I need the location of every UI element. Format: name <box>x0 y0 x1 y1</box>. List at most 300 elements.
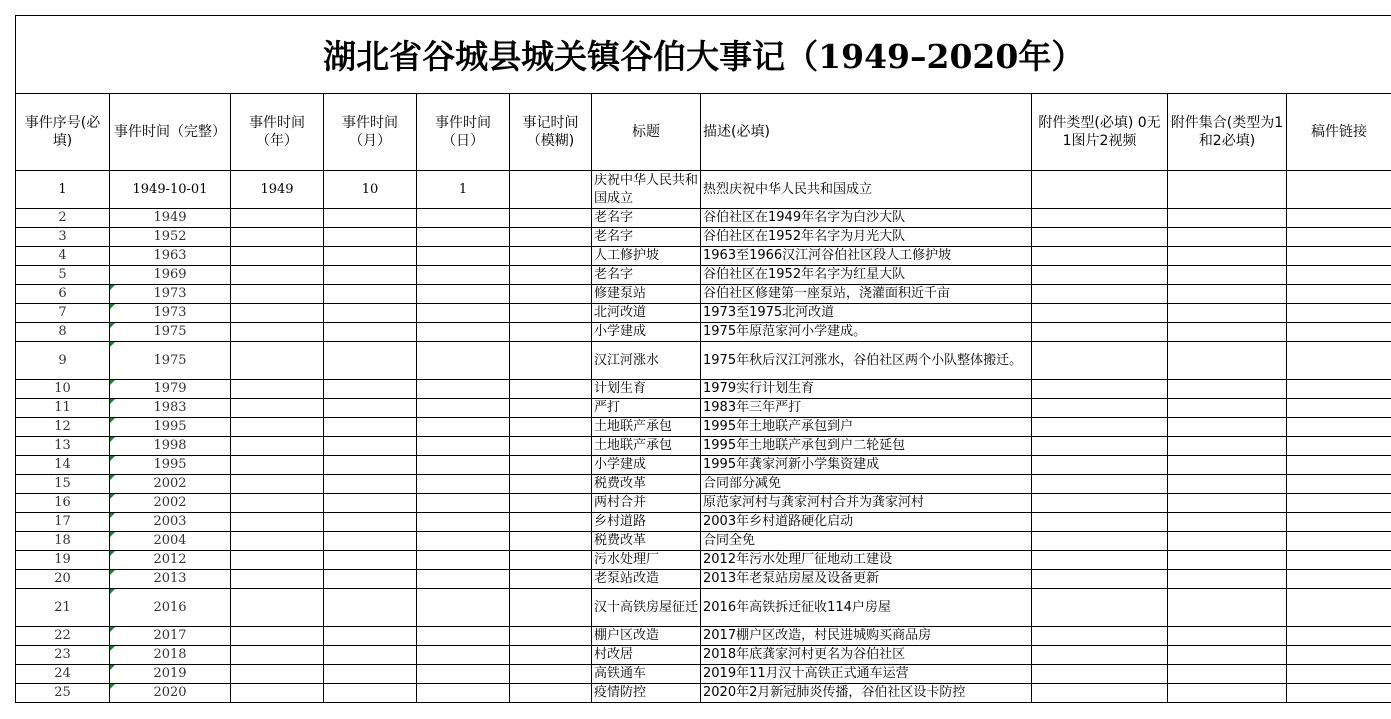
cell-year[interactable]: 1949 <box>231 171 324 209</box>
cell-atype[interactable] <box>1032 247 1168 266</box>
cell-aset[interactable] <box>1168 646 1287 665</box>
cell-day[interactable] <box>417 551 510 570</box>
cell-day[interactable] <box>417 285 510 304</box>
cell-date[interactable]: 1973 <box>110 304 231 323</box>
cell-aset[interactable] <box>1168 342 1287 380</box>
cell-aset[interactable] <box>1168 266 1287 285</box>
cell-year[interactable] <box>231 418 324 437</box>
cell-date[interactable]: 1952 <box>110 228 231 247</box>
cell-link[interactable] <box>1287 532 1391 551</box>
cell-day[interactable] <box>417 304 510 323</box>
cell-id[interactable]: 16 <box>16 494 110 513</box>
cell-month[interactable] <box>324 532 417 551</box>
cell-date[interactable]: 2002 <box>110 494 231 513</box>
cell-atype[interactable] <box>1032 589 1168 627</box>
cell-desc[interactable]: 1983年三年严打 <box>701 399 1032 418</box>
cell-month[interactable] <box>324 570 417 589</box>
cell-fuzzy[interactable] <box>510 513 592 532</box>
table-row <box>16 380 1391 399</box>
header-cell[interactable]: 事件时间（月） <box>324 94 417 171</box>
cell-day[interactable] <box>417 456 510 475</box>
cell-year[interactable] <box>231 399 324 418</box>
cell-year[interactable] <box>231 532 324 551</box>
cell-fuzzy[interactable] <box>510 627 592 646</box>
cell-title[interactable]: 税费改革 <box>592 475 701 494</box>
cell-date[interactable]: 2012 <box>110 551 231 570</box>
cell-day[interactable] <box>417 475 510 494</box>
cell-fuzzy[interactable] <box>510 665 592 684</box>
cell-id[interactable]: 3 <box>16 228 110 247</box>
cell-month[interactable] <box>324 551 417 570</box>
cell-title[interactable]: 老名字 <box>592 266 701 285</box>
cell-day[interactable] <box>417 247 510 266</box>
cell-fuzzy[interactable] <box>510 494 592 513</box>
cell-link[interactable] <box>1287 684 1391 703</box>
cell-aset[interactable] <box>1168 570 1287 589</box>
cell-atype[interactable] <box>1032 532 1168 551</box>
cell-day[interactable] <box>417 323 510 342</box>
cell-atype[interactable] <box>1032 627 1168 646</box>
cell-desc[interactable]: 谷伯社区在1952年名字为红星大队 <box>701 266 1032 285</box>
cell-desc[interactable]: 1963至1966汉江河谷伯社区段人工修护坡 <box>701 247 1032 266</box>
cell-link[interactable] <box>1287 209 1391 228</box>
table-row <box>16 532 1391 551</box>
cell-id[interactable]: 18 <box>16 532 110 551</box>
cell-month[interactable] <box>324 247 417 266</box>
cell-fuzzy[interactable] <box>510 209 592 228</box>
cell-link[interactable] <box>1287 285 1391 304</box>
cell-desc[interactable]: 2020年2月新冠肺炎传播，谷伯社区设卡防控 <box>701 684 1032 703</box>
cell-month[interactable] <box>324 456 417 475</box>
cell-id[interactable]: 12 <box>16 418 110 437</box>
cell-date[interactable]: 2019 <box>110 665 231 684</box>
header-cell[interactable]: 描述(必填) <box>701 94 1032 171</box>
cell-date[interactable]: 1995 <box>110 418 231 437</box>
header-cell[interactable]: 稿件链接 <box>1287 94 1391 171</box>
cell-year[interactable] <box>231 684 324 703</box>
cell-atype[interactable] <box>1032 266 1168 285</box>
cell-date[interactable]: 2017 <box>110 627 231 646</box>
cell-link[interactable] <box>1287 228 1391 247</box>
cell-id[interactable]: 21 <box>16 589 110 627</box>
cell-month[interactable] <box>324 209 417 228</box>
cell-atype[interactable] <box>1032 285 1168 304</box>
cell-date[interactable]: 2004 <box>110 532 231 551</box>
cell-month[interactable]: 10 <box>324 171 417 209</box>
cell-fuzzy[interactable] <box>510 456 592 475</box>
cell-date[interactable]: 1973 <box>110 285 231 304</box>
cell-id[interactable]: 6 <box>16 285 110 304</box>
cell-title[interactable]: 土地联产承包 <box>592 437 701 456</box>
table-row <box>16 665 1391 684</box>
cell-aset[interactable] <box>1168 475 1287 494</box>
cell-year[interactable] <box>231 266 324 285</box>
cell-month[interactable] <box>324 342 417 380</box>
table-row <box>16 456 1391 475</box>
cell-desc[interactable]: 热烈庆祝中华人民共和国成立 <box>701 171 1032 209</box>
cell-link[interactable] <box>1287 266 1391 285</box>
cell-title[interactable]: 汉江河涨水 <box>592 342 701 380</box>
header-cell[interactable]: 标题 <box>592 94 701 171</box>
cell-year[interactable] <box>231 627 324 646</box>
cell-aset[interactable] <box>1168 513 1287 532</box>
cell-aset[interactable] <box>1168 323 1287 342</box>
cell-date[interactable]: 1979 <box>110 380 231 399</box>
cell-desc[interactable]: 原范家河村与龚家河村合并为龚家河村 <box>701 494 1032 513</box>
cell-date[interactable]: 2020 <box>110 684 231 703</box>
cell-fuzzy[interactable] <box>510 247 592 266</box>
header-cell[interactable]: 事件时间（完整） <box>110 94 231 171</box>
cell-fuzzy[interactable] <box>510 266 592 285</box>
cell-desc[interactable]: 合同全免 <box>701 532 1032 551</box>
cell-date[interactable]: 1969 <box>110 266 231 285</box>
cell-atype[interactable] <box>1032 399 1168 418</box>
cell-id[interactable]: 25 <box>16 684 110 703</box>
cell-day[interactable] <box>417 399 510 418</box>
cell-year[interactable] <box>231 437 324 456</box>
cell-id[interactable]: 7 <box>16 304 110 323</box>
cell-day[interactable] <box>417 684 510 703</box>
cell-id[interactable]: 19 <box>16 551 110 570</box>
cell-atype[interactable] <box>1032 665 1168 684</box>
cell-month[interactable] <box>324 266 417 285</box>
cell-atype[interactable] <box>1032 209 1168 228</box>
cell-id[interactable]: 20 <box>16 570 110 589</box>
cell-aset[interactable] <box>1168 399 1287 418</box>
cell-desc[interactable]: 1979实行计划生育 <box>701 380 1032 399</box>
cell-day[interactable] <box>417 570 510 589</box>
cell-month[interactable] <box>324 323 417 342</box>
cell-aset[interactable] <box>1168 456 1287 475</box>
cell-date[interactable]: 1975 <box>110 342 231 380</box>
cell-fuzzy[interactable] <box>510 285 592 304</box>
header-cell[interactable]: 事件时间（年） <box>231 94 324 171</box>
cell-year[interactable] <box>231 456 324 475</box>
cell-atype[interactable] <box>1032 342 1168 380</box>
header-cell[interactable]: 事记时间（模糊) <box>510 94 592 171</box>
cell-year[interactable] <box>231 570 324 589</box>
cell-title[interactable]: 污水处理厂 <box>592 551 701 570</box>
cell-link[interactable] <box>1287 551 1391 570</box>
cell-aset[interactable] <box>1168 684 1287 703</box>
cell-month[interactable] <box>324 589 417 627</box>
cell-link[interactable] <box>1287 304 1391 323</box>
cell-id[interactable]: 9 <box>16 342 110 380</box>
cell-id[interactable]: 10 <box>16 380 110 399</box>
cell-date[interactable]: 1975 <box>110 323 231 342</box>
cell-id[interactable]: 4 <box>16 247 110 266</box>
cell-aset[interactable] <box>1168 589 1287 627</box>
sheet-title[interactable]: 湖北省谷城县城关镇谷伯大事记（1949–2020年） <box>16 16 1391 94</box>
table-row <box>16 627 1391 646</box>
table-row <box>16 551 1391 570</box>
cell-date[interactable]: 1949-10-01 <box>110 171 231 209</box>
cell-year[interactable] <box>231 475 324 494</box>
cell-month[interactable] <box>324 627 417 646</box>
cell-atype[interactable] <box>1032 228 1168 247</box>
cell-link[interactable] <box>1287 589 1391 627</box>
cell-desc[interactable]: 谷伯社区在1949年名字为白沙大队 <box>701 209 1032 228</box>
cell-id[interactable]: 13 <box>16 437 110 456</box>
cell-date[interactable]: 1983 <box>110 399 231 418</box>
cell-desc[interactable]: 2003年乡村道路硬化启动 <box>701 513 1032 532</box>
cell-month[interactable] <box>324 684 417 703</box>
cell-title[interactable]: 老名字 <box>592 228 701 247</box>
cell-day[interactable] <box>417 513 510 532</box>
cell-link[interactable] <box>1287 437 1391 456</box>
cell-aset[interactable] <box>1168 551 1287 570</box>
cell-atype[interactable] <box>1032 646 1168 665</box>
cell-year[interactable] <box>231 247 324 266</box>
cell-desc[interactable]: 2012年污水处理厂征地动工建设 <box>701 551 1032 570</box>
cell-day[interactable] <box>417 342 510 380</box>
cell-day[interactable] <box>417 266 510 285</box>
cell-date[interactable]: 2002 <box>110 475 231 494</box>
cell-fuzzy[interactable] <box>510 646 592 665</box>
cell-title[interactable]: 老泵站改造 <box>592 570 701 589</box>
cell-desc[interactable]: 谷伯社区在1952年名字为月光大队 <box>701 228 1032 247</box>
cell-desc[interactable]: 2018年底龚家河村更名为谷伯社区 <box>701 646 1032 665</box>
cell-year[interactable] <box>231 589 324 627</box>
cell-link[interactable] <box>1287 247 1391 266</box>
cell-title[interactable]: 棚户区改造 <box>592 627 701 646</box>
cell-fuzzy[interactable] <box>510 475 592 494</box>
cell-year[interactable] <box>231 551 324 570</box>
cell-day[interactable] <box>417 228 510 247</box>
cell-aset[interactable] <box>1168 380 1287 399</box>
table-row <box>16 323 1391 342</box>
table-row <box>16 513 1391 532</box>
cell-fuzzy[interactable] <box>510 228 592 247</box>
cell-atype[interactable] <box>1032 304 1168 323</box>
cell-title[interactable]: 老名字 <box>592 209 701 228</box>
cell-day[interactable] <box>417 532 510 551</box>
cell-id[interactable]: 22 <box>16 627 110 646</box>
cell-link[interactable] <box>1287 399 1391 418</box>
table-row <box>16 494 1391 513</box>
cell-title[interactable]: 庆祝中华人民共和国成立 <box>592 171 701 209</box>
cell-id[interactable]: 15 <box>16 475 110 494</box>
cell-desc[interactable]: 2013年老泵站房屋及设备更新 <box>701 570 1032 589</box>
cell-month[interactable] <box>324 304 417 323</box>
cell-day[interactable] <box>417 494 510 513</box>
cell-fuzzy[interactable] <box>510 380 592 399</box>
cell-desc[interactable]: 2016年高铁拆迁征收114户房屋 <box>701 589 1032 627</box>
cell-desc[interactable]: 谷伯社区修建第一座泵站，浇灌面积近千亩 <box>701 285 1032 304</box>
cell-id[interactable]: 24 <box>16 665 110 684</box>
cell-title[interactable]: 两村合并 <box>592 494 701 513</box>
cell-day[interactable] <box>417 437 510 456</box>
cell-aset[interactable] <box>1168 209 1287 228</box>
cell-title[interactable]: 税费改革 <box>592 532 701 551</box>
cell-link[interactable] <box>1287 171 1391 209</box>
cell-year[interactable] <box>231 323 324 342</box>
cell-fuzzy[interactable] <box>510 684 592 703</box>
cell-month[interactable] <box>324 437 417 456</box>
cell-id[interactable]: 8 <box>16 323 110 342</box>
cell-month[interactable] <box>324 399 417 418</box>
cell-id[interactable]: 1 <box>16 171 110 209</box>
cell-year[interactable] <box>231 285 324 304</box>
cell-link[interactable] <box>1287 475 1391 494</box>
cell-year[interactable] <box>231 342 324 380</box>
cell-aset[interactable] <box>1168 665 1287 684</box>
cell-year[interactable] <box>231 380 324 399</box>
cell-date[interactable]: 1949 <box>110 209 231 228</box>
cell-fuzzy[interactable] <box>510 342 592 380</box>
cell-atype[interactable] <box>1032 475 1168 494</box>
cell-aset[interactable] <box>1168 285 1287 304</box>
cell-fuzzy[interactable] <box>510 570 592 589</box>
cell-atype[interactable] <box>1032 456 1168 475</box>
cell-year[interactable] <box>231 228 324 247</box>
cell-title[interactable]: 小学建成 <box>592 323 701 342</box>
cell-title[interactable]: 修建泵站 <box>592 285 701 304</box>
cell-id[interactable]: 11 <box>16 399 110 418</box>
cell-year[interactable] <box>231 513 324 532</box>
cell-date[interactable]: 1963 <box>110 247 231 266</box>
cell-id[interactable]: 5 <box>16 266 110 285</box>
table-row <box>16 171 1391 209</box>
cell-link[interactable] <box>1287 570 1391 589</box>
cell-atype[interactable] <box>1032 494 1168 513</box>
cell-date[interactable]: 2003 <box>110 513 231 532</box>
cell-date[interactable]: 1998 <box>110 437 231 456</box>
header-cell[interactable]: 事件序号(必填) <box>16 94 110 171</box>
cell-day[interactable] <box>417 646 510 665</box>
cell-year[interactable] <box>231 665 324 684</box>
cell-day[interactable] <box>417 665 510 684</box>
cell-desc[interactable]: 1995年龚家河新小学集资建成 <box>701 456 1032 475</box>
cell-desc[interactable]: 2019年11月汉十高铁正式通车运营 <box>701 665 1032 684</box>
cell-month[interactable] <box>324 418 417 437</box>
cell-fuzzy[interactable] <box>510 589 592 627</box>
table-row <box>16 589 1391 627</box>
cell-day[interactable] <box>417 209 510 228</box>
cell-link[interactable] <box>1287 627 1391 646</box>
cell-link[interactable] <box>1287 380 1391 399</box>
cell-desc[interactable]: 1975年秋后汉江河涨水，谷伯社区两个小队整体搬迁。 <box>701 342 1032 380</box>
cell-aset[interactable] <box>1168 228 1287 247</box>
cell-title[interactable]: 小学建成 <box>592 456 701 475</box>
cell-link[interactable] <box>1287 342 1391 380</box>
cell-desc[interactable]: 1995年土地联产承包到户 <box>701 418 1032 437</box>
cell-link[interactable] <box>1287 494 1391 513</box>
cell-id[interactable]: 17 <box>16 513 110 532</box>
cell-month[interactable] <box>324 285 417 304</box>
cell-link[interactable] <box>1287 418 1391 437</box>
cell-fuzzy[interactable] <box>510 418 592 437</box>
header-cell[interactable]: 附件类型(必填) 0无1图片2视频 <box>1032 94 1168 171</box>
cell-atype[interactable] <box>1032 418 1168 437</box>
cell-atype[interactable] <box>1032 380 1168 399</box>
cell-aset[interactable] <box>1168 418 1287 437</box>
cell-link[interactable] <box>1287 323 1391 342</box>
cell-aset[interactable] <box>1168 171 1287 209</box>
cell-desc[interactable]: 1973至1975北河改道 <box>701 304 1032 323</box>
cell-id[interactable]: 23 <box>16 646 110 665</box>
table-row <box>16 437 1391 456</box>
cell-month[interactable] <box>324 646 417 665</box>
cell-aset[interactable] <box>1168 437 1287 456</box>
cell-fuzzy[interactable] <box>510 437 592 456</box>
cell-link[interactable] <box>1287 456 1391 475</box>
cell-title[interactable]: 严打 <box>592 399 701 418</box>
cell-date[interactable]: 2016 <box>110 589 231 627</box>
cell-date[interactable]: 1995 <box>110 456 231 475</box>
cell-year[interactable] <box>231 304 324 323</box>
cell-aset[interactable] <box>1168 247 1287 266</box>
cell-link[interactable] <box>1287 513 1391 532</box>
header-cell[interactable]: 附件集合(类型为1和2必填) <box>1168 94 1287 171</box>
cell-day[interactable] <box>417 589 510 627</box>
cell-id[interactable]: 2 <box>16 209 110 228</box>
cell-desc[interactable]: 1975年原范家河小学建成。 <box>701 323 1032 342</box>
cell-fuzzy[interactable] <box>510 551 592 570</box>
cell-aset[interactable] <box>1168 532 1287 551</box>
cell-fuzzy[interactable] <box>510 304 592 323</box>
cell-title[interactable]: 高铁通车 <box>592 665 701 684</box>
cell-day[interactable] <box>417 418 510 437</box>
cell-year[interactable] <box>231 646 324 665</box>
cell-title[interactable]: 村改居 <box>592 646 701 665</box>
cell-atype[interactable] <box>1032 684 1168 703</box>
cell-title[interactable]: 疫情防控 <box>592 684 701 703</box>
cell-month[interactable] <box>324 380 417 399</box>
cell-atype[interactable] <box>1032 437 1168 456</box>
cell-title[interactable]: 土地联产承包 <box>592 418 701 437</box>
cell-fuzzy[interactable] <box>510 532 592 551</box>
cell-year[interactable] <box>231 494 324 513</box>
cell-year[interactable] <box>231 209 324 228</box>
cell-id[interactable]: 14 <box>16 456 110 475</box>
cell-day[interactable] <box>417 380 510 399</box>
cell-month[interactable] <box>324 228 417 247</box>
cell-aset[interactable] <box>1168 304 1287 323</box>
cell-fuzzy[interactable] <box>510 171 592 209</box>
cell-atype[interactable] <box>1032 323 1168 342</box>
cell-aset[interactable] <box>1168 627 1287 646</box>
header-cell[interactable]: 事件时间（日） <box>417 94 510 171</box>
cell-atype[interactable] <box>1032 570 1168 589</box>
cell-month[interactable] <box>324 475 417 494</box>
cell-desc[interactable]: 2017棚户区改造，村民进城购买商品房 <box>701 627 1032 646</box>
cell-title[interactable]: 汉十高铁房屋征迁 <box>592 589 701 627</box>
cell-title[interactable]: 人工修护坡 <box>592 247 701 266</box>
cell-atype[interactable] <box>1032 171 1168 209</box>
cell-date[interactable]: 2018 <box>110 646 231 665</box>
cell-day[interactable] <box>417 627 510 646</box>
cell-month[interactable] <box>324 513 417 532</box>
cell-desc[interactable]: 合同部分减免 <box>701 475 1032 494</box>
cell-link[interactable] <box>1287 665 1391 684</box>
cell-date[interactable]: 2013 <box>110 570 231 589</box>
cell-title[interactable]: 计划生育 <box>592 380 701 399</box>
table-row <box>16 646 1391 665</box>
cell-fuzzy[interactable] <box>510 399 592 418</box>
cell-atype[interactable] <box>1032 551 1168 570</box>
cell-month[interactable] <box>324 665 417 684</box>
cell-month[interactable] <box>324 494 417 513</box>
cell-title[interactable]: 乡村道路 <box>592 513 701 532</box>
cell-day[interactable]: 1 <box>417 171 510 209</box>
cell-aset[interactable] <box>1168 494 1287 513</box>
cell-title[interactable]: 北河改道 <box>592 304 701 323</box>
cell-fuzzy[interactable] <box>510 323 592 342</box>
cell-desc[interactable]: 1995年土地联产承包到户二轮延包 <box>701 437 1032 456</box>
cell-atype[interactable] <box>1032 513 1168 532</box>
cell-link[interactable] <box>1287 646 1391 665</box>
